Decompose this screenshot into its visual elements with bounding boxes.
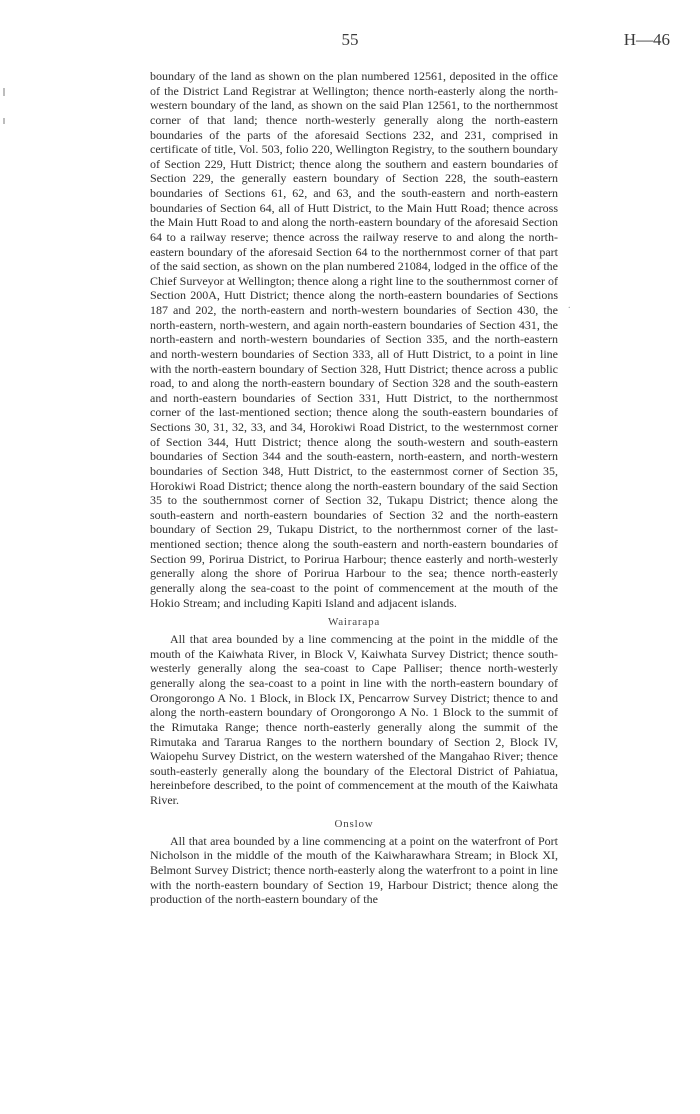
- document-body: [150, 69, 558, 907]
- onslow-paragraph: All that area bounded by a line commencing at a point on the waterfront of Port Nicholson in the middle of the mouth of the Kaiwharawhara Stream; in Block XI, Belmont Survey District; thence north-easterly along the waterfront to a point in line with the north-eastern boundary of Section 19, Harbour District; thence along the production of the north-eastern boundary of the: [150, 833, 558, 907]
- page-number: 55: [341, 30, 359, 49]
- section-heading-onslow: Onslow: [334, 817, 374, 830]
- left-edge-mark: [3, 88, 5, 96]
- margin-mark: .: [568, 300, 571, 311]
- section-heading-wairarapa: Wairarapa: [327, 616, 381, 629]
- wairarapa-paragraph: All that area bounded by a line commencing at the point in the middle of the mouth of the Kaiwhata River, in Block V, Kaiwhata Survey District; thence south-westerly generally along the sea-coast to Cape Palliser; thence north-westerly generally along the sea-coast to a point in line with the north-eastern boundary of Orongorongo A No. 1 Block, in Block IX, Pencarrow Survey District; thence to and along the north-eastern boundary of Orongorongo A No. 1 Block to the summit of the Rimutaka Range; thence north-easterly generally along the summit of the Rimutaka and Tararua Ranges to the northern boundary of Section 2, Block IV, Waiopehu Survey District, on the western watershed of the Mangahao River; thence south-easterly generally along the boundary of the Electoral District of Pahiatua, hereinbefore described, to the point of commencement at the mouth of the Kaiwhata River.: [150, 632, 558, 807]
- left-edge-mark: [3, 118, 5, 124]
- document-reference: H—46: [623, 30, 670, 49]
- continued-paragraph: boundary of the land as shown on the plan numbered 12561, deposited in the office of the District Land Registrar at Wellington; thence north-easterly along the north-western boundary of the land, as shown on the said Plan 12561, to the northernmost corner of that land; thence north-westerly generally along the north-eastern boundaries of the parts of the aforesaid Sections 232, and 231, comprised in certificate of title, Vol. 503, folio 220, Wellington Registry, to the southern boundary of Section 229, Hutt District; thence along the southern and eastern boundaries of Section 229, the generally eastern boundary of Section 228, the south-eastern boundaries of Sections 61, 62, and 63, and the south-eastern and north-eastern boundaries of Section 64, all of Hutt District, to the Main Hutt Road; thence across the Main Hutt Road to and along the north-eastern boundary of the aforesaid Section 64 to a railway reserve; thence across the railway reserve to and along the north-eastern boundary of the aforesaid Section 64 to the northernmost corner of that part of the said section, as shown on the plan numbered 21084, lodged in the office of the Chief Surveyor at Wellington; thence along a right line to the southernmost corner of Section 200A, Hutt District; thence along the north-eastern boundaries of Sections 187 and 202, the north-eastern and north-western boundaries of Section 430, the north-eastern, north-western, and again north-eastern boundaries of Section 431, the north-eastern and north-western boundaries of Section 335, and the north-eastern and north-western boundaries of Section 333, all of Hutt District, to a point in line with the north-eastern boundary of Section 328, Hutt District; thence across a public road, to and along the north-eastern boundary of Section 328 and the south-eastern and north-eastern boundaries of Section 331, Hutt District, to the northernmost corner of the last-mentioned section; thence along the south-eastern boundaries of Sections 30, 31, 32, 33, and 34, Horokiwi Road District, to the westernmost corner of Section 344, Hutt District; thence along the south-western and south-eastern boundaries of Section 344 and the south-eastern, north-eastern, and north-western boundaries of Section 348, Hutt District, to the easternmost corner of Section 35, Horokiwi Road District; thence along the north-eastern boundary of the said Section 35 to the southernmost corner of Section 32, Tukapu District; thence along the south-eastern and north-eastern boundaries of Section 32 and the north-eastern boundary of Section 29, Tukapu District, to the northernmost corner of the last-mentioned section; thence along the south-eastern and north-eastern boundaries of Section 99, Porirua District, to Porirua Harbour; thence easterly and north-westerly generally along the shore of Porirua Harbour to the sea; thence north-easterly generally along the sea-coast to the point of commencement at the mouth of the Hokio Stream; and including Kapiti Island and adjacent islands.: [150, 69, 558, 610]
